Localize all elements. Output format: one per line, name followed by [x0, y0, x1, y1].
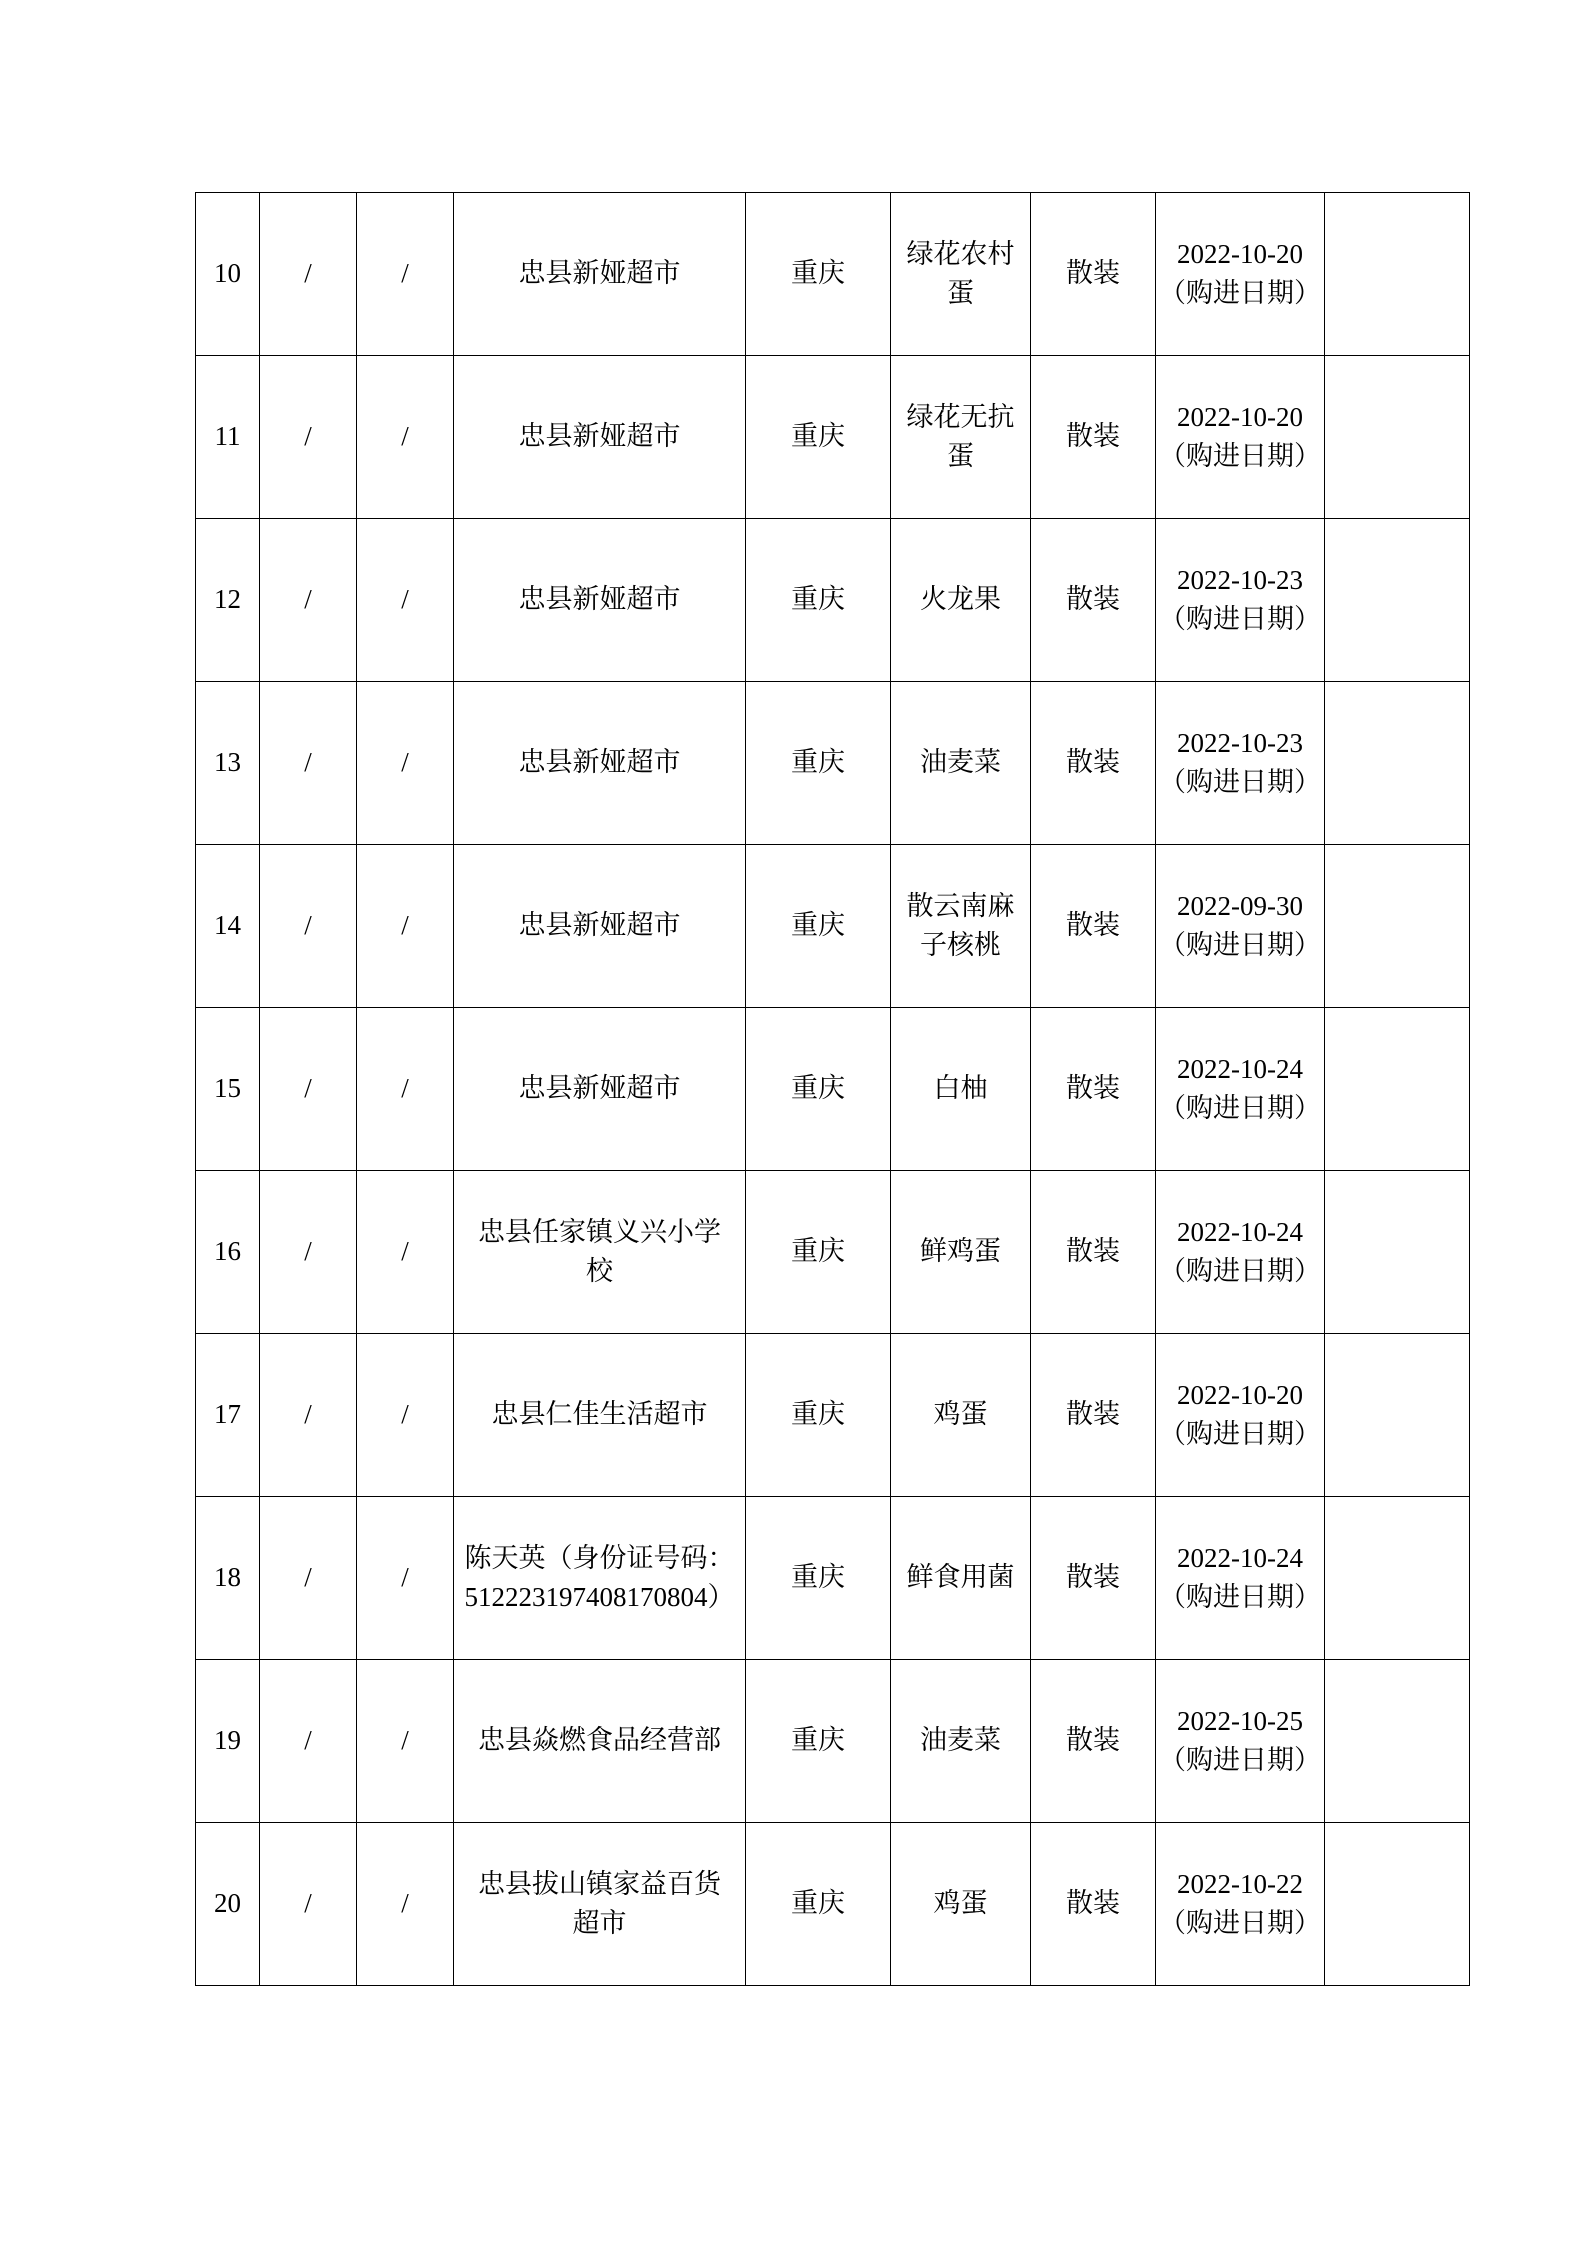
cell-slash-2: /	[357, 1334, 454, 1497]
cell-slash-1: /	[260, 682, 357, 845]
cell-entity-name: 忠县新娅超市	[454, 845, 746, 1008]
cell-date: 2022-10-23 （购进日期）	[1156, 519, 1325, 682]
cell-date: 2022-10-20 （购进日期）	[1156, 193, 1325, 356]
cell-remark	[1325, 193, 1470, 356]
cell-product: 鸡蛋	[891, 1334, 1031, 1497]
cell-packaging: 散装	[1031, 682, 1156, 845]
cell-remark	[1325, 845, 1470, 1008]
cell-entity-name: 忠县新娅超市	[454, 356, 746, 519]
cell-remark	[1325, 682, 1470, 845]
cell-row-number: 11	[196, 356, 260, 519]
table-row	[196, 1334, 1470, 1497]
cell-remark	[1325, 1171, 1470, 1334]
cell-row-number: 12	[196, 519, 260, 682]
cell-row-number: 16	[196, 1171, 260, 1334]
cell-remark	[1325, 1008, 1470, 1171]
cell-entity-name: 忠县焱燃食品经营部	[454, 1660, 746, 1823]
cell-product: 鸡蛋	[891, 1823, 1031, 1986]
cell-date: 2022-10-24 （购进日期）	[1156, 1497, 1325, 1660]
cell-remark	[1325, 356, 1470, 519]
cell-entity-name: 陈天英（身份证号码： 512223197408170804）	[454, 1497, 746, 1660]
cell-row-number: 19	[196, 1660, 260, 1823]
table-row	[196, 1660, 1470, 1823]
cell-slash-1: /	[260, 845, 357, 1008]
cell-remark	[1325, 1334, 1470, 1497]
cell-date: 2022-09-30 （购进日期）	[1156, 845, 1325, 1008]
cell-slash-2: /	[357, 356, 454, 519]
cell-packaging: 散装	[1031, 1334, 1156, 1497]
cell-row-number: 17	[196, 1334, 260, 1497]
cell-product: 油麦菜	[891, 682, 1031, 845]
cell-entity-name: 忠县新娅超市	[454, 682, 746, 845]
cell-region: 重庆	[746, 1334, 891, 1497]
cell-slash-2: /	[357, 1171, 454, 1334]
cell-date: 2022-10-22 （购进日期）	[1156, 1823, 1325, 1986]
table-row	[196, 519, 1470, 682]
cell-product: 火龙果	[891, 519, 1031, 682]
cell-date: 2022-10-24 （购进日期）	[1156, 1171, 1325, 1334]
table-row	[196, 845, 1470, 1008]
cell-row-number: 10	[196, 193, 260, 356]
cell-region: 重庆	[746, 1008, 891, 1171]
cell-row-number: 13	[196, 682, 260, 845]
cell-packaging: 散装	[1031, 356, 1156, 519]
cell-date: 2022-10-23 （购进日期）	[1156, 682, 1325, 845]
inspection-records-table	[195, 192, 1470, 1986]
table-row	[196, 1823, 1470, 1986]
cell-entity-name: 忠县新娅超市	[454, 519, 746, 682]
cell-region: 重庆	[746, 1660, 891, 1823]
cell-slash-2: /	[357, 1008, 454, 1171]
cell-slash-1: /	[260, 1660, 357, 1823]
cell-packaging: 散装	[1031, 1171, 1156, 1334]
cell-remark	[1325, 1660, 1470, 1823]
cell-slash-2: /	[357, 682, 454, 845]
cell-packaging: 散装	[1031, 1497, 1156, 1660]
cell-slash-1: /	[260, 1008, 357, 1171]
cell-slash-2: /	[357, 1823, 454, 1986]
cell-region: 重庆	[746, 1171, 891, 1334]
cell-packaging: 散装	[1031, 1660, 1156, 1823]
table-row	[196, 1497, 1470, 1660]
cell-slash-2: /	[357, 1497, 454, 1660]
cell-date: 2022-10-20 （购进日期）	[1156, 356, 1325, 519]
cell-slash-2: /	[357, 193, 454, 356]
cell-product: 鲜食用菌	[891, 1497, 1031, 1660]
cell-region: 重庆	[746, 1823, 891, 1986]
cell-remark	[1325, 1823, 1470, 1986]
cell-slash-1: /	[260, 519, 357, 682]
cell-entity-name: 忠县拔山镇家益百货 超市	[454, 1823, 746, 1986]
cell-slash-2: /	[357, 1660, 454, 1823]
table-row	[196, 1008, 1470, 1171]
cell-packaging: 散装	[1031, 193, 1156, 356]
table-row	[196, 682, 1470, 845]
cell-row-number: 14	[196, 845, 260, 1008]
cell-packaging: 散装	[1031, 845, 1156, 1008]
cell-region: 重庆	[746, 519, 891, 682]
cell-product: 鲜鸡蛋	[891, 1171, 1031, 1334]
cell-slash-1: /	[260, 193, 357, 356]
cell-region: 重庆	[746, 845, 891, 1008]
table-row	[196, 356, 1470, 519]
cell-row-number: 20	[196, 1823, 260, 1986]
cell-slash-1: /	[260, 1334, 357, 1497]
cell-region: 重庆	[746, 356, 891, 519]
cell-product: 白柚	[891, 1008, 1031, 1171]
cell-product: 油麦菜	[891, 1660, 1031, 1823]
cell-date: 2022-10-20 （购进日期）	[1156, 1334, 1325, 1497]
table-row	[196, 193, 1470, 356]
cell-region: 重庆	[746, 193, 891, 356]
cell-product: 散云南麻 子核桃	[891, 845, 1031, 1008]
cell-slash-2: /	[357, 519, 454, 682]
cell-product: 绿花无抗 蛋	[891, 356, 1031, 519]
cell-slash-1: /	[260, 1171, 357, 1334]
cell-date: 2022-10-25 （购进日期）	[1156, 1660, 1325, 1823]
cell-entity-name: 忠县仁佳生活超市	[454, 1334, 746, 1497]
cell-entity-name: 忠县新娅超市	[454, 1008, 746, 1171]
cell-product: 绿花农村 蛋	[891, 193, 1031, 356]
cell-slash-1: /	[260, 1497, 357, 1660]
cell-entity-name: 忠县新娅超市	[454, 193, 746, 356]
cell-slash-2: /	[357, 845, 454, 1008]
cell-region: 重庆	[746, 1497, 891, 1660]
cell-packaging: 散装	[1031, 519, 1156, 682]
cell-region: 重庆	[746, 682, 891, 845]
cell-remark	[1325, 519, 1470, 682]
cell-slash-1: /	[260, 356, 357, 519]
cell-row-number: 15	[196, 1008, 260, 1171]
cell-packaging: 散装	[1031, 1823, 1156, 1986]
table-row	[196, 1171, 1470, 1334]
cell-row-number: 18	[196, 1497, 260, 1660]
cell-date: 2022-10-24 （购进日期）	[1156, 1008, 1325, 1171]
cell-slash-1: /	[260, 1823, 357, 1986]
cell-packaging: 散装	[1031, 1008, 1156, 1171]
cell-entity-name: 忠县任家镇义兴小学 校	[454, 1171, 746, 1334]
cell-remark	[1325, 1497, 1470, 1660]
